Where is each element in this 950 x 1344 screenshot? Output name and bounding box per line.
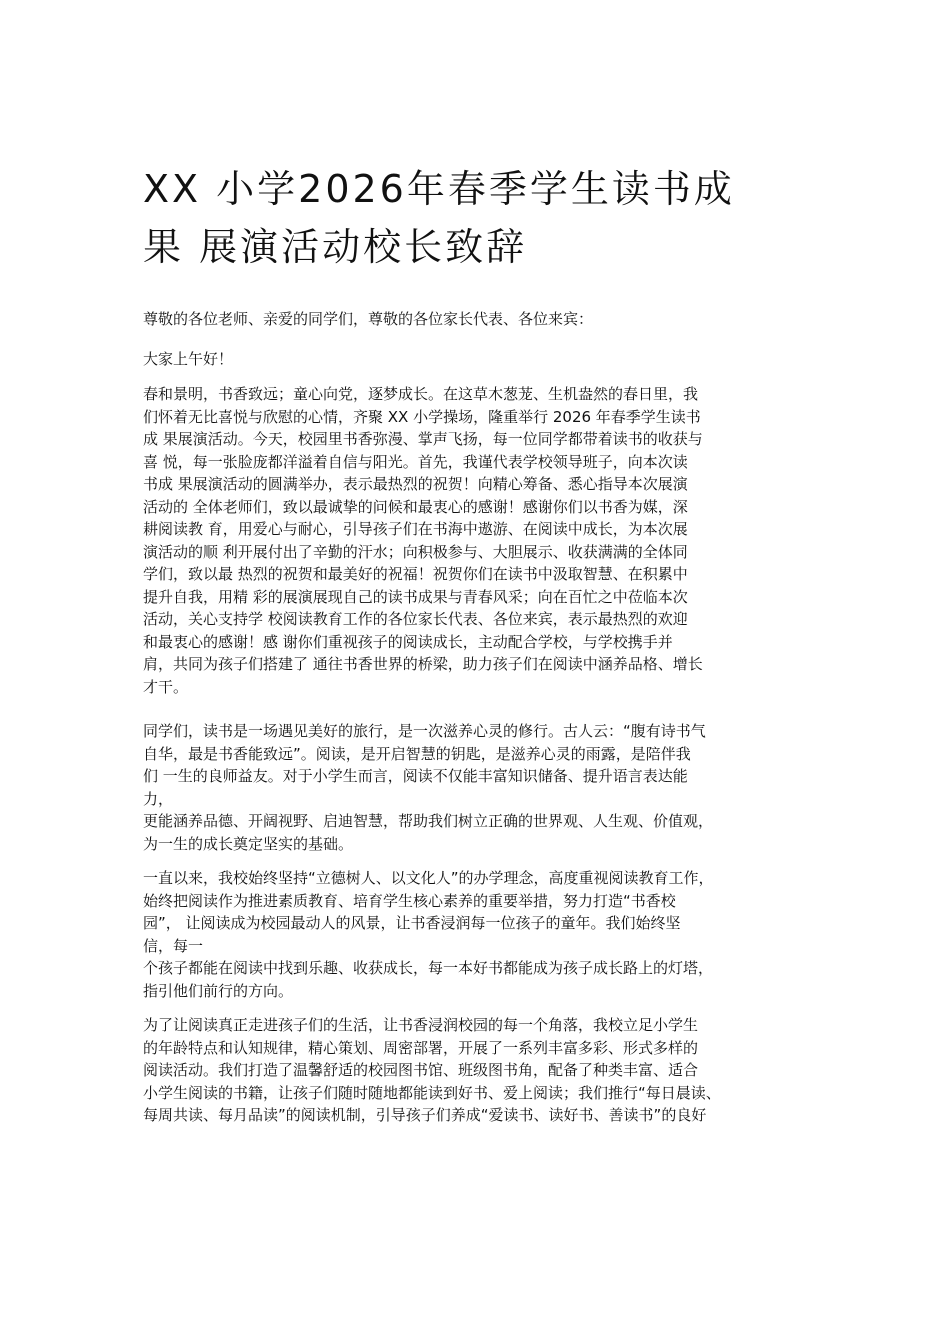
document-body (143, 308, 823, 1137)
text-line: 力， (143, 789, 174, 808)
text-line: 肩，共同为孩子们搭建了 通往书香世界的桥梁，助力孩子们在阅读中涵养品格、增长 (143, 655, 703, 673)
text-line: 大家上午好！ (143, 349, 234, 368)
text-line: 活动的 全体老师们，致以最诚挚的问候和最衷心的感谢！感谢你们以书香为媒，深 (143, 497, 688, 516)
text-line: 个孩子都能在阅读中找到乐趣、收获成长，每一本好书都能成为孩子成长路上的灯塔， (143, 959, 714, 977)
body-paragraph (143, 1014, 823, 1127)
text-line: 信，每一 (143, 936, 204, 955)
text-line: 为了让阅读真正走进孩子们的生活，让书香浸润校园的每一个角落，我校立足小学生 (143, 1016, 699, 1034)
text-line: 尊敬的各位老师、亲爱的同学们，尊敬的各位家长代表、各位来宾： (143, 310, 594, 328)
text-line: 成 果展演活动。今天，校园里书香弥漫、掌声飞扬，每一位同学都带着读书的收获与 (143, 430, 703, 448)
text-line: 学们，致以最 热烈的祝贺和最美好的祝福！祝贺你们在读书中汲取智慧、在积累中 (143, 565, 688, 583)
body-paragraph (143, 867, 823, 1002)
text-line: 书成 果展演活动的圆满举办，表示最热烈的祝贺！向精心筹备、悉心指导本次展演 (143, 475, 688, 493)
body-paragraph (143, 383, 823, 698)
title-line: XX 小学2026年春季学生读书成 (143, 167, 735, 211)
text-line: 才干。 (143, 677, 189, 696)
text-line: 同学们，读书是一场遇见美好的旅行，是一次滋养心灵的修行。古人云：“腹有诗书气 (143, 722, 706, 740)
text-line: 园”， 让阅读成为校园最动人的风景，让书香浸润每一位孩子的童年。我们始终坚 (143, 914, 681, 932)
text-line: 耕阅读教 育，用爱心与耐心，引导孩子们在书海中遨游、在阅读中成长，为本次展 (143, 520, 688, 538)
text-line: 喜 悦，每一张脸庞都洋溢着自信与阳光。首先，我谨代表学校领导班子，向本次读 (143, 452, 688, 471)
text-line: 每周共读、每月品读”的阅读机制，引导孩子们养成“爱读书、读好书、善读书”的良好 (143, 1106, 707, 1124)
text-line: 的年龄特点和认知规律，精心策划、周密部署，开展了一系列丰富多彩、形式多样的 (143, 1038, 699, 1057)
text-line: 们 一生的良师益友。对于小学生而言，阅读不仅能丰富知识储备、提升语言表达能 (143, 767, 688, 785)
text-line: 阅读活动。我们打造了温馨舒适的校园图书馆、班级图书角，配备了种类丰富、适合 (143, 1061, 699, 1079)
body-paragraph (143, 720, 823, 855)
text-line: 提升自我，用精 彩的展演展现自己的读书成果与青春风采；向在百忙之中莅临本次 (143, 587, 688, 606)
text-line: 为一生的成长奠定坚实的基础。 (143, 834, 354, 853)
text-line: 活动，关心支持学 校阅读教育工作的各位家长代表、各位来宾，表示最热烈的欢迎 (143, 610, 688, 628)
text-line: 春和景明，书香致远；童心向党，逐梦成长。在这草木葱茏、生机盎然的春日里，我 (143, 385, 699, 403)
text-line: 更能涵养品德、开阔视野、启迪智慧，帮助我们树立正确的世界观、人生观、价值观， (143, 812, 714, 830)
greeting-paragraph (143, 348, 823, 371)
text-line: 自华，最是书香能致远”。阅读，是开启智慧的钥匙，是滋养心灵的雨露，是陪伴我 (143, 744, 691, 763)
salutation-paragraph (143, 308, 823, 331)
text-line: 和最衷心的感谢！感 谢你们重视孩子的阅读成长，主动配合学校，与学校携手并 (143, 632, 673, 651)
title-line: 果 展演活动校长致辞 (143, 225, 528, 269)
text-line: 一直以来，我校始终坚持“立德树人、以文化人”的办学理念，高度重视阅读教育工作， (143, 869, 714, 887)
text-line: 指引他们前行的方向。 (143, 981, 294, 1000)
text-line: 们怀着无比喜悦与欣慰的心情，齐聚 XX 小学操场，隆重举行 2026 年春季学生读书 (143, 407, 701, 426)
document-title (143, 160, 823, 276)
text-line: 始终把阅读作为推进素质教育、培育学生核心素养的重要举措，努力打造“书香校 (143, 891, 676, 910)
text-line: 演活动的顺 利开展付出了辛勤的汗水；向积极参与、大胆展示、收获满满的全体同 (143, 542, 688, 561)
text-line: 小学生阅读的书籍，让孩子们随时随地都能读到好书、爱上阅读；我们推行“每日晨读、 (143, 1083, 721, 1102)
